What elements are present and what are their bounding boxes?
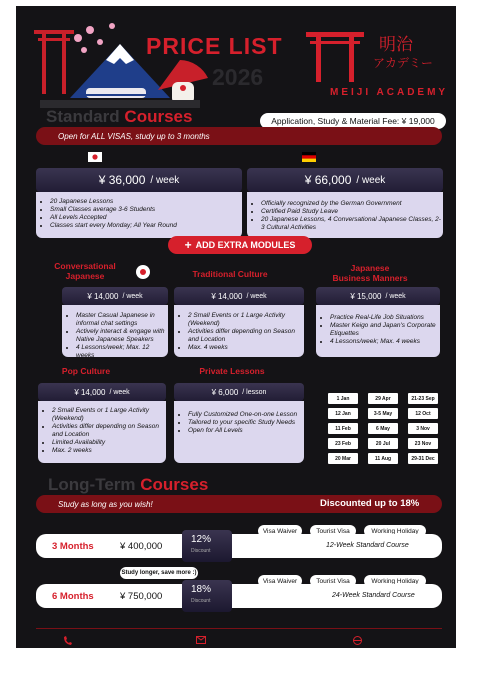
- feature-item: • Activities differ depending on Season and Location: [188, 328, 304, 344]
- visa-tag: Working Holiday: [364, 575, 426, 587]
- feature-item: • Activities differ depending on Season and Location: [52, 423, 166, 439]
- feature-item: • 20 Japanese Lessons, 4 Conversational Japanese Classes, 2-3 Cultural Activities: [261, 216, 443, 232]
- module-title-line2: Japanese: [65, 271, 105, 281]
- module-features: [316, 305, 440, 357]
- feature-item: • Open for All Levels: [188, 427, 304, 435]
- feature-item: • Classes start every Monday; All Year Round: [50, 222, 242, 230]
- academy-logo-icon: [306, 28, 364, 84]
- standard-banner: Open for ALL VISAS, study up to 3 months: [36, 127, 442, 145]
- module-features: [38, 401, 166, 463]
- discount-word: Discount: [191, 598, 211, 604]
- calendar-date: 1 Jan: [328, 393, 358, 404]
- module-price-value: ¥ 14,000: [74, 387, 106, 397]
- plan-price-value: ¥ 36,000: [98, 173, 146, 187]
- feature-item: • Tailored to your specific Study Needs: [188, 419, 304, 427]
- long-term-banner-text: Study as long as you wish!: [58, 499, 153, 509]
- module-price-unit: / week: [122, 292, 143, 300]
- module-price-unit: / week: [246, 292, 267, 300]
- module-price-value: ¥ 14,000: [211, 291, 243, 301]
- discount-word: Discount: [191, 548, 211, 554]
- module-title-line1: Conversational: [54, 261, 116, 271]
- module-title-line2: Business Manners: [332, 273, 408, 283]
- row-course: 24-Week Standard Course: [332, 592, 415, 599]
- module-price: [38, 383, 166, 401]
- plan-price-unit: / week: [356, 174, 386, 186]
- holiday-calendar: [326, 389, 451, 462]
- footer-divider: [36, 628, 442, 629]
- feature-item: • All Levels Accepted: [50, 214, 242, 222]
- plan-price-unit: / week: [150, 174, 180, 186]
- row-duration: 6 Months: [52, 591, 94, 602]
- feature-item: • 4 Lessons/week; Max. 12 weeks: [76, 344, 168, 360]
- torii-gate-icon: [34, 30, 74, 94]
- feature-item: • Certified Paid Study Leave: [261, 208, 443, 216]
- feature-item: • Fully Customized One-on-one Lesson: [188, 411, 304, 419]
- discount-badge: [182, 530, 232, 562]
- train-icon: [86, 88, 146, 98]
- german-plan-price: [247, 168, 443, 192]
- academy-name-en: MEIJI ACADEMY: [330, 87, 449, 98]
- module-price-unit: / week: [109, 388, 130, 396]
- add-extra-modules-button[interactable]: [168, 236, 312, 254]
- add-extra-modules-label: ADD EXTRA MODULES: [195, 240, 296, 250]
- feature-item: • Max. 4 weeks: [188, 344, 304, 352]
- feature-item: • Master Keigo and Japan's Corporate Etiquettes: [330, 322, 440, 338]
- module-title-line1: Pop Culture: [61, 366, 111, 376]
- visa-tag: Tourist Visa: [310, 525, 356, 537]
- module-title-private-lessons: [184, 366, 280, 376]
- module-price-value: ¥ 14,000: [87, 291, 119, 301]
- feature-item: • 20 Japanese Lessons: [50, 198, 242, 206]
- module-title-conversational: [40, 261, 130, 281]
- module-price-value: ¥ 6,000: [211, 387, 239, 397]
- calendar-date: 29-31 Dec: [408, 453, 438, 464]
- long-term-courses-heading: [48, 475, 208, 495]
- row-course: 12-Week Standard Course: [326, 542, 409, 549]
- row-price: ¥ 750,000: [120, 591, 163, 602]
- globe-icon[interactable]: [353, 636, 362, 645]
- mail-icon[interactable]: [196, 636, 206, 644]
- long-term-heading-main: Courses: [140, 475, 209, 494]
- calendar-date: 12 Jan: [328, 408, 358, 419]
- promo-tag: Study longer, save more :): [120, 567, 198, 579]
- module-price-value: ¥ 15,000: [350, 291, 382, 301]
- long-term-row: [36, 534, 442, 558]
- module-title-business: [318, 263, 422, 283]
- module-title-line1: Private Lessons: [199, 366, 265, 376]
- plus-icon: +: [184, 238, 192, 252]
- price-list-page: [16, 6, 456, 648]
- discount-percent: 12%: [191, 534, 212, 545]
- feature-item: • 2 Small Events or 1 Large Activity (Weekend): [188, 312, 304, 328]
- module-features: [62, 305, 168, 357]
- feature-item: • Actively interact & engage with Native Japanese Speakers: [76, 328, 168, 344]
- module-title-line1: Traditional Culture: [192, 269, 268, 279]
- feature-item: • Limited Availability: [52, 439, 166, 447]
- long-term-row: [36, 584, 442, 608]
- standard-courses-heading: [46, 107, 192, 127]
- module-title-traditional: [182, 269, 278, 279]
- phone-icon[interactable]: [63, 636, 72, 645]
- module-title-pop-culture: [46, 366, 126, 376]
- calendar-date: 6 May: [368, 423, 398, 434]
- row-price: ¥ 400,000: [120, 541, 163, 552]
- standard-plan-price: [36, 168, 242, 192]
- module-price-unit: / lesson: [242, 388, 267, 396]
- module-price: [174, 287, 304, 305]
- module-features: [174, 305, 304, 357]
- module-price-unit: / week: [385, 292, 406, 300]
- japan-flag-icon: [88, 152, 102, 162]
- visa-tag: Visa Waiver: [258, 525, 302, 537]
- page-title: PRICE LIST: [146, 33, 283, 59]
- academy-name-jp: [373, 35, 433, 72]
- calendar-date: 20 Jul: [368, 438, 398, 449]
- discount-badge: [182, 580, 232, 612]
- standard-heading-dim: Standard: [46, 107, 120, 126]
- plan-price-value: ¥ 66,000: [304, 173, 352, 187]
- cherry-blossom-icon: [74, 23, 115, 53]
- feature-item: • Max. 2 weeks: [52, 447, 166, 455]
- german-plan-features: [247, 192, 443, 238]
- calendar-date: 29 Apr: [368, 393, 398, 404]
- price-year: 2026: [212, 64, 264, 90]
- module-price: [316, 287, 440, 305]
- calendar-date: 11 Feb: [328, 423, 358, 434]
- calendar-date: 3-5 May: [368, 408, 398, 419]
- calendar-date: 11 Aug: [368, 453, 398, 464]
- application-fee-box: Application, Study & Material Fee: ¥ 19,000: [260, 113, 446, 129]
- calendar-date: 21-23 Sep: [408, 393, 438, 404]
- feature-item: • 2 Small Events or 1 Large Activity (Weekend): [52, 407, 166, 423]
- feature-item: • 4 Lessons/week; Max. 4 weeks: [330, 338, 440, 346]
- calendar-date: 12 Oct: [408, 408, 438, 419]
- feature-item: • Officially recognized by the German Government: [261, 200, 443, 208]
- module-price: [62, 287, 168, 305]
- feature-item: • Small Classes average 3-6 Students: [50, 206, 242, 214]
- row-duration: 3 Months: [52, 541, 94, 552]
- feature-item: • Master Casual Japanese in informal chat settings: [76, 312, 168, 328]
- module-features: [174, 401, 304, 463]
- discount-percent: 18%: [191, 584, 212, 595]
- visa-tag: Working Holiday: [364, 525, 426, 537]
- visa-tag: Visa Waiver: [258, 575, 302, 587]
- standard-heading-main: Courses: [124, 107, 193, 126]
- feature-item: • Practice Real-Life Job Situations: [330, 314, 440, 322]
- module-title-line1: Japanese: [350, 263, 390, 273]
- speech-bubble-icon: [136, 265, 150, 279]
- long-term-heading-dim: Long-Term: [48, 475, 136, 494]
- academy-name-jp-line1: 明治: [379, 35, 413, 55]
- academy-name-jp-line2: アカデミー: [373, 56, 433, 70]
- calendar-date: 23 Nov: [408, 438, 438, 449]
- discount-label: Discounted up to 18%: [320, 498, 420, 509]
- germany-flag-icon: [302, 152, 316, 162]
- standard-plan-features: [36, 192, 242, 238]
- visa-tag: Tourist Visa: [310, 575, 356, 587]
- calendar-date: 3 Nov: [408, 423, 438, 434]
- calendar-date: 23 Feb: [328, 438, 358, 449]
- module-price: [174, 383, 304, 401]
- calendar-date: 20 Mar: [328, 453, 358, 464]
